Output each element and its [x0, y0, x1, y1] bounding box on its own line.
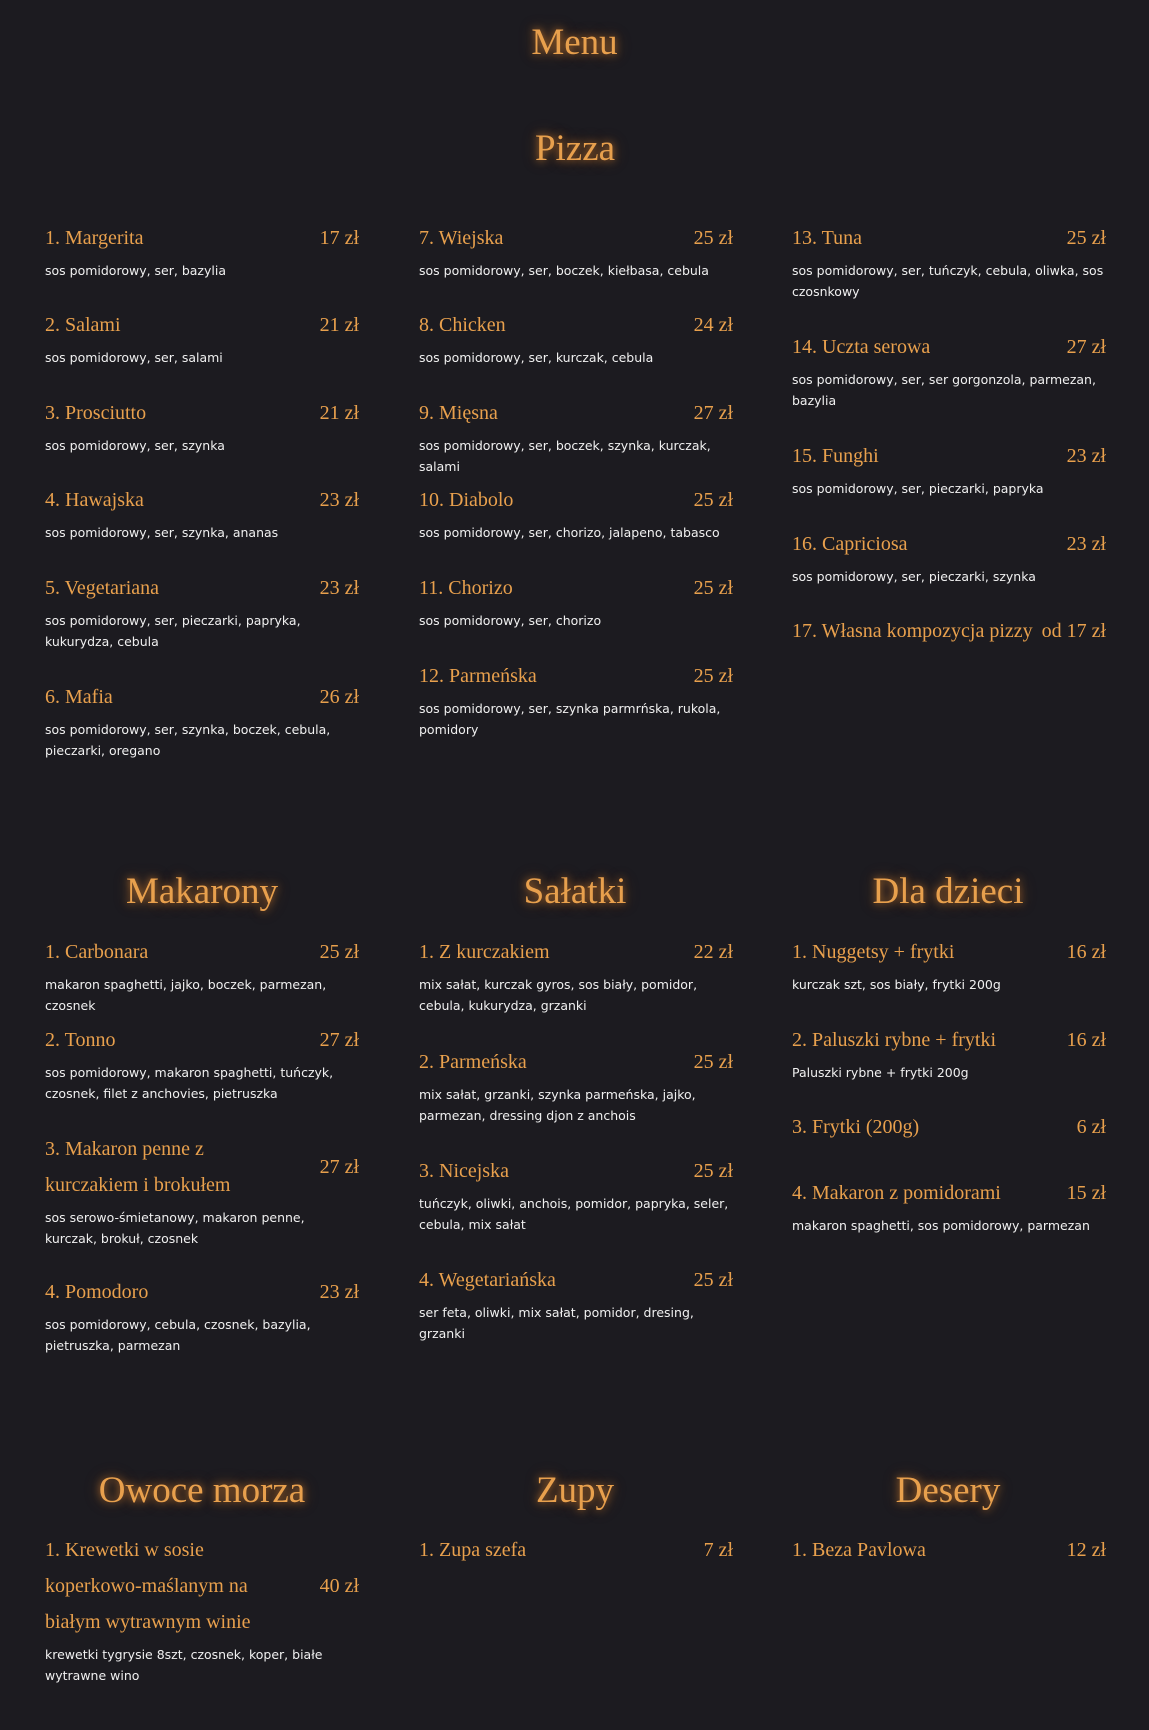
item-name: 1. Margerita [45, 227, 144, 249]
item-name: 2. Parmeńska [419, 1051, 527, 1073]
item-name: 1. Z kurczakiem [419, 941, 550, 963]
item-description: tuńczyk, oliwki, anchois, pomidor, papryka, seler, cebula, mix sałat [419, 1196, 729, 1232]
item-name: 4. Pomodoro [45, 1281, 149, 1303]
menu-item [419, 482, 733, 543]
item-price: 16 zł [1066, 1029, 1106, 1051]
item-name: 13. Tuna [792, 227, 863, 249]
item-price: 21 zł [319, 314, 359, 336]
section-title-salatki: Sałatki [523, 871, 627, 912]
item-description: mix sałat, grzanki, szynka parmeńska, jajko, parmezan, dressing djon z anchois [419, 1087, 696, 1123]
item-description: krewetki tygrysie 8szt, czosnek, koper, białe wytrawne wino [45, 1647, 323, 1683]
menu-item [45, 482, 359, 543]
menu-item [45, 1022, 359, 1104]
item-price: 21 zł [319, 402, 359, 424]
item-name: 1. Nuggetsy + frytki [792, 941, 955, 963]
item-price: 25 zł [319, 941, 359, 963]
item-price: 25 zł [693, 1051, 733, 1073]
item-price: 23 zł [1066, 445, 1106, 467]
menu-item [792, 1109, 1106, 1145]
item-price: 16 zł [1066, 941, 1106, 963]
item-name: 1. Krewetki w sosie koperkowo-maślanym na białym wytrawnym winie [45, 1539, 251, 1633]
item-name: 9. Mięsna [419, 402, 498, 424]
item-name: 11. Chorizo [419, 577, 513, 599]
item-description: sos pomidorowy, ser, kurczak, cebula [419, 350, 654, 365]
item-description: sos pomidorowy, ser, pieczarki, papryka, kukurydza, cebula [45, 613, 301, 649]
item-description: sos pomidorowy, ser, szynka [45, 438, 225, 453]
item-price: 17 zł [319, 227, 359, 249]
menu-item [419, 570, 733, 631]
item-description: sos pomidorowy, ser, szynka parmrńska, rukola, pomidory [419, 701, 721, 737]
item-description: sos serowo-śmietanowy, makaron penne, kurczak, brokuł, czosnek [45, 1210, 305, 1246]
item-description: sos pomidorowy, ser, ser gorgonzola, parmezan, bazylia [792, 372, 1096, 408]
menu-item [792, 1532, 1106, 1568]
menu-item [792, 438, 1106, 499]
menu-item [792, 526, 1106, 587]
item-price: 7 zł [703, 1539, 733, 1561]
item-description: ser feta, oliwki, mix sałat, pomidor, dresing, grzanki [419, 1305, 694, 1341]
item-name: 5. Vegetariana [45, 577, 160, 599]
menu-item [45, 934, 359, 1016]
menu-item [45, 570, 359, 652]
item-name: 6. Mafia [45, 686, 113, 708]
item-name: 4. Makaron z pomidorami [792, 1182, 1001, 1204]
item-price: 15 zł [1066, 1182, 1106, 1204]
item-description: sos pomidorowy, ser, boczek, kiełbasa, cebula [419, 263, 709, 278]
item-price: od 17 zł [1041, 620, 1106, 642]
item-price: 22 zł [693, 941, 733, 963]
menu-item [45, 1532, 359, 1686]
item-price: 23 zł [319, 489, 359, 511]
menu-item [419, 1153, 733, 1235]
menu-item [419, 1532, 733, 1568]
item-description: sos pomidorowy, ser, tuńczyk, cebula, oliwka, sos czosnkowy [792, 263, 1104, 299]
item-price: 23 zł [1066, 533, 1106, 555]
item-name: 10. Diabolo [419, 489, 514, 511]
item-description: sos pomidorowy, ser, chorizo, jalapeno, tabasco [419, 525, 720, 540]
menu-item [419, 1044, 733, 1126]
item-name: 8. Chicken [419, 314, 506, 336]
menu-item [792, 220, 1106, 302]
menu-item [792, 613, 1106, 649]
item-name: 3. Nicejska [419, 1160, 509, 1182]
item-description: sos pomidorowy, ser, bazylia [45, 263, 226, 278]
item-description: sos pomidorowy, cebula, czosnek, bazylia, pietruszka, parmezan [45, 1317, 311, 1353]
menu-item [45, 1131, 359, 1249]
item-price: 25 zł [693, 489, 733, 511]
item-name: 3. Makaron penne z kurczakiem i brokułem [45, 1138, 231, 1196]
page-title: Menu [531, 22, 618, 63]
section-title-pizza: Pizza [534, 128, 616, 169]
item-description: mix sałat, kurczak gyros, sos biały, pomidor, cebula, kukurydza, grzanki [419, 977, 698, 1013]
item-price: 25 zł [693, 1269, 733, 1291]
menu-item [419, 220, 733, 281]
item-price: 25 zł [693, 227, 733, 249]
menu-item [419, 1262, 733, 1344]
item-name: 16. Capriciosa [792, 533, 908, 555]
item-name: 15. Funghi [792, 445, 879, 467]
item-name: 2. Paluszki rybne + frytki [792, 1029, 997, 1051]
menu-item [45, 220, 359, 281]
item-description: sos pomidorowy, ser, pieczarki, papryka [792, 481, 1044, 496]
section-title-zupy: Zupy [535, 1470, 615, 1511]
menu-item [419, 307, 733, 368]
item-name: 3. Frytki (200g) [792, 1116, 920, 1138]
item-name: 1. Beza Pavlowa [792, 1539, 926, 1561]
section-title-dla-dzieci: Dla dzieci [872, 871, 1024, 912]
item-description: sos pomidorowy, ser, szynka, ananas [45, 525, 279, 540]
item-price: 24 zł [693, 314, 733, 336]
item-description: makaron spaghetti, sos pomidorowy, parmezan [792, 1218, 1090, 1233]
item-description: Paluszki rybne + frytki 200g [792, 1065, 969, 1080]
menu-item [792, 1022, 1106, 1083]
item-price: 6 zł [1076, 1116, 1106, 1138]
item-description: sos pomidorowy, ser, chorizo [419, 613, 602, 628]
section-title-desery: Desery [895, 1470, 1001, 1511]
item-price: 27 zł [693, 402, 733, 424]
menu-item [419, 395, 733, 477]
item-price: 25 zł [1066, 227, 1106, 249]
item-description: makaron spaghetti, jajko, boczek, parmezan, czosnek [45, 977, 327, 1013]
item-name: 12. Parmeńska [419, 665, 537, 687]
menu-item [419, 934, 733, 1016]
item-name: 2. Salami [45, 314, 121, 336]
item-name: 14. Uczta serowa [792, 336, 931, 358]
item-price: 27 zł [1066, 336, 1106, 358]
item-description: sos pomidorowy, makaron spaghetti, tuńczyk, czosnek, filet z anchovies, pietruszka [45, 1065, 334, 1101]
item-name: 1. Carbonara [45, 941, 149, 963]
item-price: 40 zł [319, 1575, 359, 1597]
item-name: 3. Prosciutto [45, 402, 147, 424]
item-name: 2. Tonno [45, 1029, 116, 1051]
item-description: sos pomidorowy, ser, szynka, boczek, cebula, pieczarki, oregano [45, 722, 331, 758]
item-name: 17. Własna kompozycja pizzy [792, 620, 1033, 642]
menu-item [45, 679, 359, 761]
item-description: kurczak szt, sos biały, frytki 200g [792, 977, 1001, 992]
item-price: 25 zł [693, 665, 733, 687]
item-price: 12 zł [1066, 1539, 1106, 1561]
menu-item [792, 1175, 1106, 1236]
menu-item [419, 658, 733, 740]
menu-item [45, 1274, 359, 1356]
item-price: 27 zł [319, 1029, 359, 1051]
item-name: 7. Wiejska [419, 227, 504, 249]
item-name: 1. Zupa szefa [419, 1539, 527, 1561]
item-price: 26 zł [319, 686, 359, 708]
item-name: 4. Wegetariańska [419, 1269, 556, 1291]
item-price: 23 zł [319, 1281, 359, 1303]
item-price: 23 zł [319, 577, 359, 599]
item-price: 25 zł [693, 1160, 733, 1182]
menu-item [45, 395, 359, 456]
item-description: sos pomidorowy, ser, boczek, szynka, kurczak, salami [419, 438, 711, 474]
item-description: sos pomidorowy, ser, salami [45, 350, 223, 365]
section-title-makarony: Makarony [125, 871, 279, 912]
item-price: 25 zł [693, 577, 733, 599]
menu-item [45, 307, 359, 368]
item-description: sos pomidorowy, ser, pieczarki, szynka [792, 569, 1036, 584]
item-price: 27 zł [319, 1156, 359, 1178]
item-name: 4. Hawajska [45, 489, 144, 511]
menu-item [792, 934, 1106, 995]
section-title-owoce-morza: Owoce morza [98, 1470, 306, 1511]
menu-item [792, 329, 1106, 411]
